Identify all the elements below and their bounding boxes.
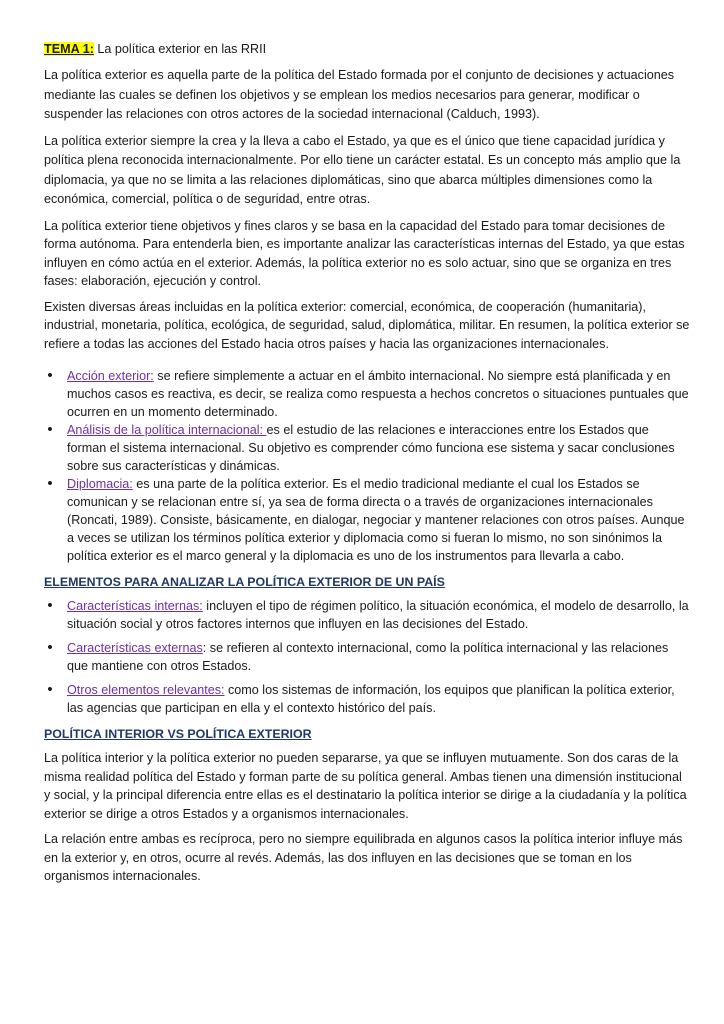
list-item: [44, 367, 690, 421]
element-term: Características externas: [67, 641, 203, 655]
definition-term: Análisis de la política internacional:: [67, 423, 267, 437]
bullet-icon: •: [47, 367, 53, 384]
definition-term: Acción exterior:: [67, 369, 154, 383]
bullet-icon: •: [47, 475, 53, 492]
section-heading-interior-vs-exterior: POLÍTICA INTERIOR VS POLÍTICA EXTERIOR: [44, 727, 312, 741]
intro-paragraph-4: Existen diversas áreas incluidas en la política exterior: comercial, económica, de cooperación (humanitaria), industrial, monetaria, política, ecológica, de seguridad, salud, diplomática, militar. En resumen, la política exterior se refiere a todas las acciones del Estado hacia otros países y hacia las organizaciones internacionales.: [44, 299, 690, 351]
intro-paragraph-2: La política exterior siempre la crea y la lleva a cabo el Estado, ya que es el único que tiene capacidad jurídica y política plena reconocida internacionalmente. Por ello tiene un carácter estatal. Es un concepto más amplio que la diplomacia, ya que no se limita a las relaciones diplomáticas, sino que abarca múltiples dimensiones como la económica, comercial, política o de seguridad, entre otras.: [44, 133, 681, 206]
element-text: incluyen el tipo de régimen político, la situación económica, el modelo de desarrollo, la situación social y otros factores internos que influyen en las decisiones del Estado.: [67, 599, 689, 631]
elements-list: [44, 597, 690, 717]
definition-text: es una parte de la política exterior. Es el medio tradicional mediante el cual los Estados se comunican y se relacionan entre sí, ya sea de forma directa o a través de organizaciones internacionales (Roncati, 1989). Consiste, básicamente, en dialogar, negociar y mantener relaciones con otros países. Aunque a veces se utilizan los términos política exterior y diplomacia como si fueran lo mismo, no son sinónimos la política exterior es el marco general y la diplomacia es uno de los instrumentos para llevarla a cabo.: [67, 477, 685, 563]
topic-title: La política exterior en las RRII: [93, 42, 267, 56]
definition-term: Diplomacia:: [67, 477, 133, 491]
interior-paragraph-1: La política interior y la política exterior no pueden separarse, ya que se influyen mutuamente. Son dos caras de la misma realidad política del Estado y forman parte de su política general. Ambas tienen una dimensión institucional y social, y la principal diferencia entre ellas es el destinatario la política interior se dirige a la ciudadanía y la política exterior se dirige a otros Estados y a organismos internacionales.: [44, 751, 687, 821]
intro-paragraph-1: La política exterior es aquella parte de la política del Estado formada por el conjunto de decisiones y actuaciones mediante las cuales se definen los objetivos y se emplean los medios necesarios para generar, modificar o suspender las relaciones con otros actores de la sociedad internacional (Calduch, 1993).: [44, 68, 675, 121]
list-item: [44, 639, 690, 675]
list-item: [44, 597, 690, 633]
page-title: [44, 40, 690, 58]
interior-paragraph-2: La relación entre ambas es recíproca, pero no siempre equilibrada en algunos casos la política interior influye más en la exterior y, en otros, ocurre al revés. Además, las dos influyen en las decisiones que se toman en los organismos internacionales.: [44, 832, 683, 883]
list-item: [44, 421, 690, 475]
section-heading-elements: ELEMENTOS PARA ANALIZAR LA POLÍTICA EXTERIOR DE UN PAÍS: [44, 575, 445, 589]
bullet-icon: •: [47, 597, 53, 614]
topic-label: TEMA 1:: [44, 42, 94, 56]
bullet-icon: •: [47, 421, 53, 438]
bullet-icon: •: [47, 681, 53, 698]
element-term: Otros elementos relevantes:: [67, 683, 225, 697]
definition-text: es el estudio de las relaciones e interacciones entre los Estados que forman el sistema internacional. Su objetivo es comprender cómo funciona ese sistema y sacar conclusiones sobre sus características y dinámicas.: [67, 423, 675, 473]
element-text: : se refieren al contexto internacional, como la política internacional y las relaciones que mantiene con otros Estados.: [67, 641, 669, 673]
bullet-icon: •: [47, 639, 53, 656]
element-text: como los sistemas de información, los equipos que planifican la política exterior, las agencias que participan en ella y el contexto histórico del país.: [67, 683, 675, 715]
list-item: [44, 475, 690, 565]
list-item: [44, 681, 690, 717]
definitions-list: [44, 367, 690, 565]
definition-text: se refiere simplemente a actuar en el ámbito internacional. No siempre está planificada y en muchos casos es reactiva, es decir, se realiza como respuesta a hechos concretos o situaciones puntuales que ocurren en un momento determinado.: [67, 369, 689, 419]
element-term: Características internas:: [67, 599, 203, 613]
intro-paragraph-3: La política exterior tiene objetivos y fines claros y se basa en la capacidad del Estado para tomar decisiones de forma autónoma. Para entenderla bien, es importante analizar las características internas del Estado, ya que estas influyen en cómo actúa en el exterior. Además, la política exterior no es solo actuar, sino que se organiza en tres fases: elaboración, ejecución y control.: [44, 218, 685, 288]
